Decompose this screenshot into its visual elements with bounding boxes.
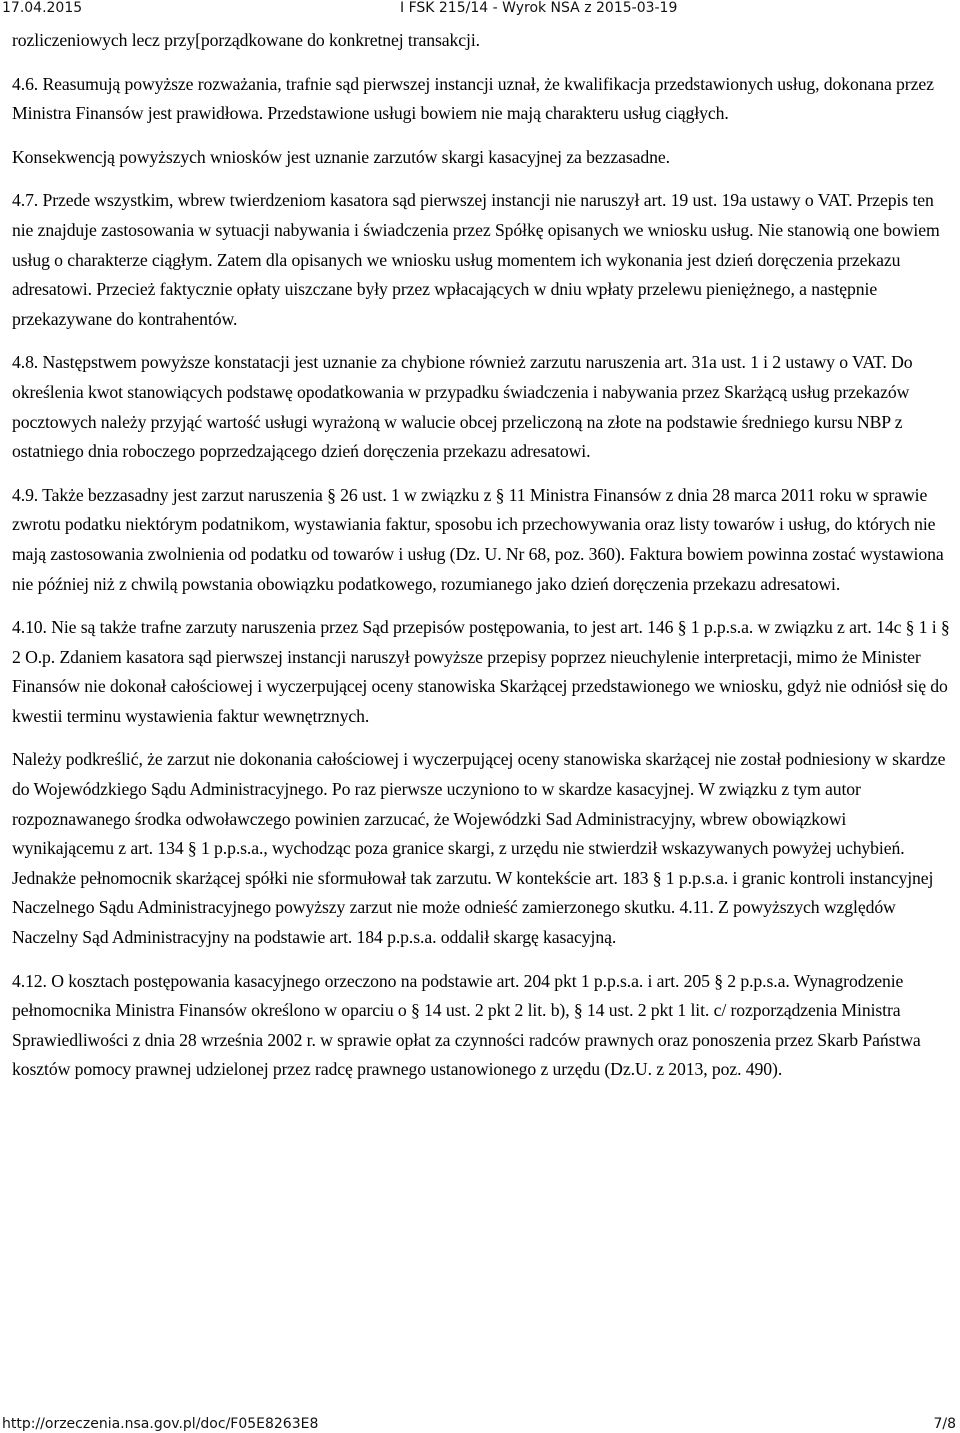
- page-number: 7/8: [933, 1416, 956, 1432]
- print-date: 17.04.2015: [2, 0, 83, 16]
- paragraph-4-10: 4.10. Nie są także trafne zarzuty naruszenia przez Sąd przepisów postępowania, to jest art. 146 § 1 p.p.s.a. w związku z art. 14c § 1 i § 2 O.p. Zdaniem kasatora sąd pierwszej instancji naruszył powyższe przepisy poprzez nieuchylenie interpretacji, mimo że Minister Finansów nie dokonał całościowej i wyczerpującej oceny stanowiska Skarżącej przedstawionego we wniosku, gdyż nie odniósł się do kwestii terminu wystawienia faktur wewnętrznych.: [12, 617, 950, 726]
- paragraph-4-6: 4.6. Reasumują powyższe rozważania, trafnie sąd pierwszej instancji uznał, że kwalifikacja przedstawionych usług, dokonana przez Ministra Finansów jest prawidłowa. Przedstawione usługi bowiem nie mają charakteru usług ciągłych.: [12, 73, 934, 124]
- paragraph-4-9: 4.9. Także bezzasadny jest zarzut naruszenia § 26 ust. 1 w związku z § 11 Ministra Finansów z dnia 28 marca 2011 roku w sprawie zwrotu podatku niektórym podatnikom, wystawiania faktur, sposobu ich przechowywania oraz listy towarów i usług, do których nie mają zastosowania zwolnienia od podatku od towarów i usług (Dz. U. Nr 68, poz. 360). Faktura bowiem powinna zostać wystawiona nie później niż z chwilą powstania obowiązku podatkowego, rozumianego jako dzień doręczenia przekazu adresatowi.: [12, 484, 944, 594]
- document-url: http://orzeczenia.nsa.gov.pl/doc/F05E8263E8: [2, 1416, 319, 1432]
- print-footer: [0, 1415, 960, 1433]
- paragraph-4-7: 4.7. Przede wszystkim, wbrew twierdzeniom kasatora sąd pierwszej instancji nie naruszył art. 19 ust. 19a ustawy o VAT. Przepis ten nie znajduje zastosowania w sytuacji nabywania i świadczenia przez Spółkę opisanych we wniosku usług. Nie stanowią one bowiem usług o charakterze ciągłym. Zatem dla opisanych we wniosku usług momentem ich wykonania jest dzień doręczenia przekazu adresatowi. Przecież faktycznie opłaty uiszczane były przez wpłacających w dniu wpłaty przelewu pieniężnego, a następnie przekazywane do kontrahentów.: [12, 190, 940, 329]
- document-title: I FSK 215/14 - Wyrok NSA z 2015-03-19: [400, 0, 678, 16]
- paragraph-continuation: rozliczeniowych lecz przy[porządkowane do konkretnej transakcji.: [12, 30, 481, 50]
- print-header: [0, 0, 960, 18]
- paragraph-conclusion: Konsekwencją powyższych wniosków jest uznanie zarzutów skargi kasacyjnej za bezzasadne.: [12, 146, 670, 167]
- paragraph-4-8: 4.8. Następstwem powyższe konstatacji jest uznanie za chybione również zarzutu naruszenia art. 31a ust. 1 i 2 ustawy o VAT. Do określenia kwot stanowiących podstawę opodatkowania w przypadku świadczenia i nabywania przez Skarżącą usług przekazów pocztowych należy przyjąć wartość usługi wyrażoną w walucie obcej przeliczoną na złote na podstawie średniego kursu NBP z ostatniego dnia roboczego poprzedzającego dzień doręczenia przekazu adresatowi.: [12, 352, 913, 462]
- paragraph-4-11: Należy podkreślić, że zarzut nie dokonania całościowej i wyczerpującej oceny stanowiska skarżącej nie został podniesiony w skardze do Wojewódzkiego Sądu Administracyjnego. Po raz pierwsze uczyniono to w skardze kasacyjnej. W związku z tym autor rozpoznawanego środka odwoławczego powinien zarzucać, że Wojewódzki Sad Administracyjny, wbrew obowiązkowi wynikającemu z art. 134 § 1 p.p.s.a., wychodząc poza granice skargi, z urzędu nie stwierdził wskazywanych powyżej uchybień. Jednakże pełnomocnik skarżącej spółki nie sformułował tak zarzutu. W kontekście art. 183 § 1 p.p.s.a. i granic kontroli instancyjnej Naczelnego Sądu Administracyjnego powyższy zarzut nie może odnieść zamierzonego skutku. 4.11. Z powyższych względów Naczelny Sąd Administracyjny na podstawie art. 184 p.p.s.a. oddalił skargę kasacyjną.: [12, 749, 946, 948]
- document-body: [12, 26, 952, 1412]
- paragraph-4-12: 4.12. O kosztach postępowania kasacyjnego orzeczono na podstawie art. 204 pkt 1 p.p.s.a. i art. 205 § 2 p.p.s.a. Wynagrodzenie pełnomocnika Ministra Finansów określono w oparciu o § 14 ust. 2 pkt 2 lit. b), § 14 ust. 2 pkt 1 lit. c/ rozporządzenia Ministra Sprawiedliwości z dnia 28 września 2002 r. w sprawie opłat za czynności radców prawnych oraz ponoszenia przez Skarb Państwa kosztów pomocy prawnej udzielonej przez radcę prawnego ustanowionego z urzędu (Dz.U. z 2013, poz. 490).: [12, 970, 921, 1080]
